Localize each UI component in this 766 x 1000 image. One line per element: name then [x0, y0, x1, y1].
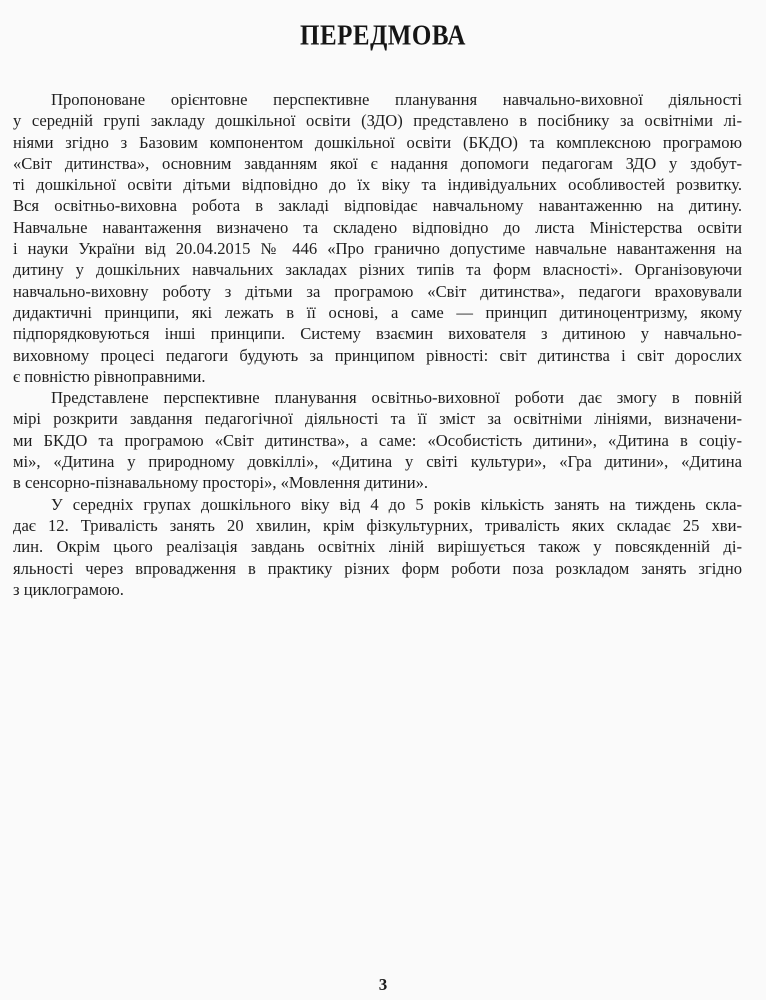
document-body: [13, 89, 742, 600]
text-line: навчально-виховну роботу з дітьми за програмою «Світ дитинства», педагоги враховували: [13, 281, 742, 301]
paragraph-planning: [13, 387, 742, 493]
paragraph-schedule: [13, 494, 742, 600]
text-line: у середній групі закладу дошкільної освіти (ЗДО) представлено в посібнику за освітніми лі-: [13, 111, 742, 131]
text-line: Представлене перспективне планування освітньо-виховної роботи дає змогу в повній: [51, 388, 742, 408]
text-line: лин. Окрім цього реалізація завдань освітніх ліній вирішується також у повсякденній ді-: [13, 537, 742, 557]
text-line: з циклограмою.: [13, 579, 124, 599]
text-line: яльності через впровадження в практику різних форм роботи поза розкладом занять згідно: [13, 558, 742, 578]
text-line: ніями згідно з Базовим компонентом дошкільної освіти (БКДО) та комплексною програмою: [13, 132, 742, 152]
text-line: ми БКДО та програмою «Світ дитинства», а саме: «Особистість дитини», «Дитина в соціу-: [13, 430, 742, 450]
text-line: Пропоноване орієнтовне перспективне планування навчально-виховної діяльності: [51, 90, 742, 109]
text-line: «Світ дитинства», основним завданням якої є надання допомоги педагогам ЗДО у здобут-: [13, 153, 742, 173]
text-line: ті дошкільної освіти дітьми відповідно до їх віку та індивідуальних особливостей розвитку.: [13, 175, 742, 195]
text-line: виховному процесі педагоги будують за принципом рівності: світ дитинства і світ дорослих: [13, 345, 742, 365]
text-line: дає 12. Тривалість занять 20 хвилин, крім фізкультурних, тривалість яких складає 25 хви-: [13, 515, 742, 535]
text-line: Вся освітньо-виховна робота в закладі відповідає навчальному навантаженню на дитину.: [13, 196, 742, 216]
page-number: 3: [378, 975, 388, 994]
text-line: дитину у дошкільних навчальних закладах різних типів та форм власності». Організовуючи: [13, 260, 742, 280]
text-line: Навчальне навантаження визначено та складено відповідно до листа Міністерства освіти: [13, 217, 742, 237]
text-line: в сенсорно-пізнавальному просторі», «Мовлення дитини».: [13, 473, 429, 493]
text-line: мірі розкрити завдання педагогічної діяльності та її зміст за освітніми лініями, визначени-: [13, 409, 742, 429]
text-line: і науки України від 20.04.2015 № 446 «Про гранично допустиме навчальне навантаження на: [13, 239, 742, 259]
text-line: мі», «Дитина у природному довкіллі», «Дитина у світі культури», «Гра дитини», «Дитина: [13, 452, 742, 472]
page-title: ПЕРЕДМОВА: [300, 20, 466, 51]
paragraph-intro: [13, 89, 742, 387]
text-line: підпорядковуються інші принципи. Систему взаємин вихователя з дитиною у навчально-: [13, 324, 742, 344]
text-line: дидактичні принципи, які лежать в її основі, а саме — принцип дитиноцентризму, якому: [13, 302, 742, 322]
text-line: є повністю рівноправними.: [13, 366, 206, 386]
text-line: У середніх групах дошкільного віку від 4 до 5 років кількість занять на тиждень скла-: [51, 494, 742, 514]
